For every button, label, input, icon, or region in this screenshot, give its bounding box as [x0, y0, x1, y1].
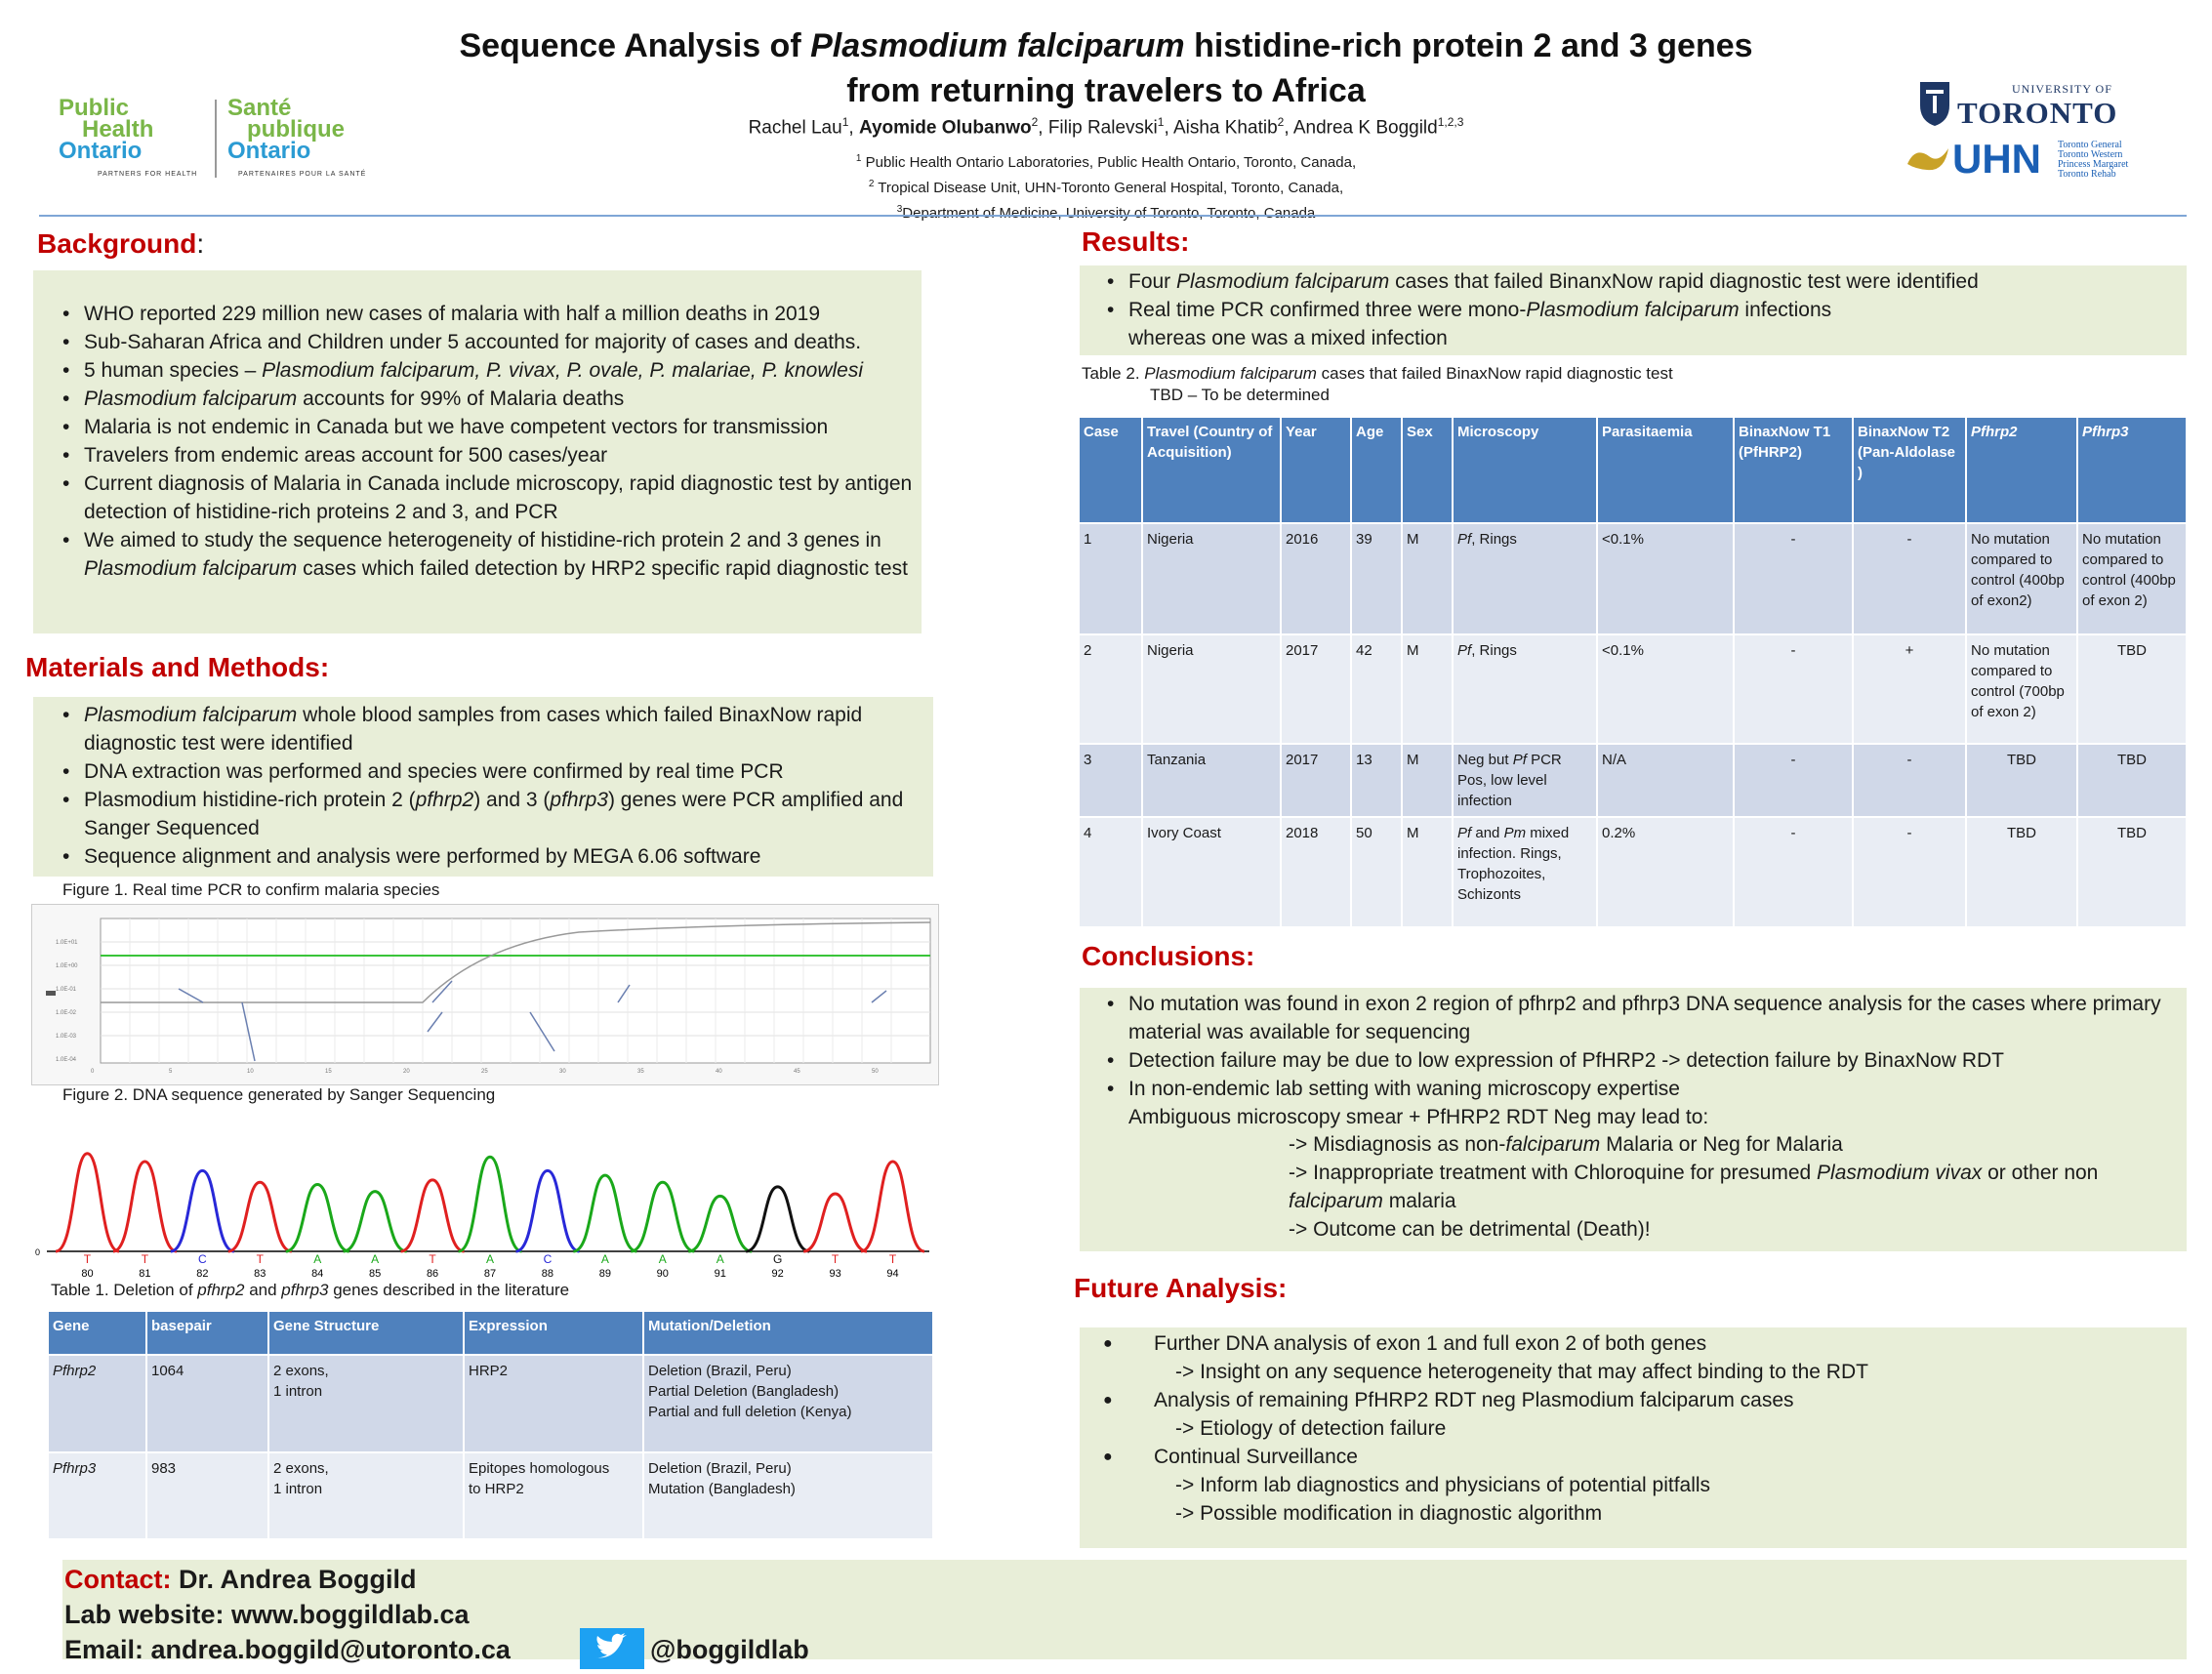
- table1-cell: Epitopes homologous to HRP2: [464, 1452, 643, 1538]
- table-row: [1080, 744, 2187, 817]
- conclusions-bullet: • No mutation was found in exon 2 region of pfhrp2 and pfhrp3 DNA sequence analysis for the cases where primary material was available for sequencing: [1128, 990, 2202, 1046]
- table-row: [1080, 634, 2187, 744]
- base-position-label: 86: [426, 1268, 439, 1280]
- uoft-logo: UNIVERSITY OF TORONTO: [1918, 80, 2152, 135]
- base-position-label: 88: [541, 1268, 554, 1280]
- base-position-label: 85: [369, 1268, 382, 1280]
- methods-bullet: • DNA extraction was performed and species were confirmed by real time PCR: [84, 757, 953, 786]
- table2-cell: 1: [1080, 523, 1142, 634]
- background-title: Background:: [37, 228, 205, 259]
- background-bullet: • Plasmodium falciparum accounts for 99% of Malaria deaths: [84, 385, 943, 413]
- table2-header: Pfhrp3: [2077, 418, 2187, 523]
- results-bullet: • Four Plasmodium falciparum cases that failed BinanxNow rapid diagnostic test were identified: [1128, 267, 2202, 296]
- chromatogram-peak: [286, 1185, 349, 1251]
- background-bullet: • 5 human species – Plasmodium falciparum, P. vivax, P. ovale, P. malariae, P. knowlesi: [84, 356, 943, 385]
- results-bullet: • Real time PCR confirmed three were mono-Plasmodium falciparum infections whereas one was a mixed infection: [1128, 296, 2202, 352]
- table2-cell: 2017: [1281, 744, 1351, 817]
- svg-text:15: 15: [325, 1069, 332, 1075]
- results-panel: [1080, 265, 2187, 355]
- table1-cell: Deletion (Brazil, Peru) Partial Deletion (Bangladesh) Partial and full deletion (Kenya): [643, 1355, 933, 1452]
- base-call-label: G: [772, 1252, 783, 1266]
- table2-cell: TBD: [2077, 744, 2187, 817]
- table2-cell: M: [1402, 634, 1453, 744]
- conclusion-sub-point: -> Inappropriate treatment with Chloroquine for presumed Plasmodium vivax or other non falciparum malaria: [1289, 1162, 2099, 1212]
- future-analysis-item: ● Analysis of remaining PfHRP2 RDT neg Plasmodium falciparum cases: [1103, 1389, 1794, 1411]
- base-call-label: T: [888, 1252, 897, 1266]
- svg-text:1.0E+01: 1.0E+01: [56, 940, 78, 946]
- affiliation-line: $^1$ Public Health Ontario Laboratories, Public Health Ontario, Toronto, Canada,: [855, 153, 1357, 171]
- table2-cell: 13: [1351, 744, 1402, 817]
- uhn-logo: UHN Toronto General Toronto Western Princess Margaret Toronto Rehab: [1905, 137, 2159, 185]
- figure2-caption: Figure 2. DNA sequence generated by Sanger Sequencing: [62, 1085, 496, 1104]
- affiliation-line: $^3$Department of Medicine, University of Toronto, Toronto, Canada: [896, 204, 1316, 222]
- table1-cell: HRP2: [464, 1355, 643, 1452]
- table2-header: Sex: [1402, 418, 1453, 523]
- base-call-label: C: [543, 1252, 553, 1266]
- author-name: Rachel Lau: [748, 117, 842, 139]
- table1-header: Mutation/Deletion: [643, 1312, 933, 1355]
- table1-cell: 1064: [146, 1355, 268, 1452]
- email-line: Email: andrea.boggild@utoronto.ca: [64, 1635, 511, 1664]
- methods-bullet: • Plasmodium falciparum whole blood samples from cases which failed BinaxNow rapid diagnostic test were identified: [84, 701, 953, 757]
- twitter-icon: [580, 1628, 644, 1669]
- base-call-label: A: [485, 1252, 495, 1266]
- table-row: [49, 1355, 933, 1452]
- table2-cell: -: [1734, 817, 1853, 926]
- table2-cell: Pf and Pm mixed infection. Rings, Trophozoites, Schizonts: [1453, 817, 1597, 926]
- table1-header: Expression: [464, 1312, 643, 1355]
- uhn-swoosh-icon: [1905, 143, 1950, 178]
- table2-cell: TBD: [2077, 817, 2187, 926]
- conclusions-panel: [1080, 988, 2187, 1251]
- table2-cell: 2017: [1281, 634, 1351, 744]
- table2-header: BinaxNow T2 (Pan-Aldolase ): [1853, 418, 1966, 523]
- table2-cell: Ivory Coast: [1142, 817, 1281, 926]
- table2-cell: Pf, Rings: [1453, 523, 1597, 634]
- uoft-crest-icon: [1918, 80, 1951, 127]
- chromatogram-peak: [171, 1170, 234, 1251]
- base-call-label: A: [371, 1252, 380, 1266]
- chromatogram-peak: [688, 1196, 752, 1251]
- table2-cell: 2: [1080, 634, 1142, 744]
- table2-cell: No mutation compared to control (400bp of exon2): [1966, 523, 2077, 634]
- table2-cell: No mutation compared to control (700bp of exon 2): [1966, 634, 2077, 744]
- base-position-label: 81: [139, 1268, 151, 1280]
- svg-text:1.0E-04: 1.0E-04: [56, 1057, 77, 1063]
- base-position-label: 91: [714, 1268, 726, 1280]
- figure1-pcr-plot: [31, 904, 939, 1085]
- chromatogram-peak: [803, 1194, 867, 1251]
- table-row: [1080, 523, 2187, 634]
- future-panel: [1080, 1327, 2187, 1548]
- future-analysis-item: ● Further DNA analysis of exon 1 and full exon 2 of both genes: [1103, 1332, 1707, 1355]
- table2-cell: TBD: [1966, 817, 2077, 926]
- svg-text:0: 0: [91, 1069, 95, 1075]
- table2-cell: M: [1402, 744, 1453, 817]
- uhn-site-name: Toronto Rehab: [2058, 169, 2116, 180]
- future-analysis-subitem: -> Possible modification in diagnostic algorithm: [1175, 1502, 1603, 1525]
- table2-cell: 0.2%: [1597, 817, 1734, 926]
- table2-cell: <0.1%: [1597, 634, 1734, 744]
- background-bullet: • WHO reported 229 million new cases of malaria with half a million deaths in 2019: [84, 300, 943, 328]
- base-position-label: 84: [311, 1268, 324, 1280]
- twitter-handle[interactable]: @boggildlab: [650, 1635, 809, 1664]
- table2-cell: 2018: [1281, 817, 1351, 926]
- author-name: Andrea K Boggild: [1292, 117, 1438, 139]
- table2-cell: TBD: [1966, 744, 2077, 817]
- uhn-site-name: Toronto Western: [2058, 149, 2123, 160]
- table1-caption: Table 1. Deletion of pfhrp2 and pfhrp3 genes described in the literature: [51, 1281, 570, 1299]
- table2-cell: 2016: [1281, 523, 1351, 634]
- svg-text:1.0E-01: 1.0E-01: [56, 987, 77, 993]
- table2-cell: 50: [1351, 817, 1402, 926]
- email-link[interactable]: andrea.boggild@utoronto.ca: [150, 1635, 511, 1664]
- svg-text:10: 10: [247, 1069, 254, 1075]
- table2-cell: -: [1853, 817, 1966, 926]
- table2-header: Pfhrp2: [1966, 418, 2077, 523]
- chromatogram-peak: [573, 1175, 636, 1251]
- base-call-label: T: [429, 1252, 436, 1266]
- poster-title: Sequence Analysis of Plasmodium falciparum histidine-rich protein 2 and 3 genes from returning travelers to Africa: [459, 27, 1753, 109]
- table1-cell: 983: [146, 1452, 268, 1538]
- svg-text:0: 0: [35, 1247, 41, 1257]
- svg-text:40: 40: [716, 1069, 722, 1075]
- svg-text:1.0E-02: 1.0E-02: [56, 1010, 77, 1016]
- table1-cell: Deletion (Brazil, Peru) Mutation (Bangladesh): [643, 1452, 933, 1538]
- svg-text:1.0E-03: 1.0E-03: [56, 1034, 77, 1040]
- table2-cell: -: [1853, 744, 1966, 817]
- author-name: Filip Ralevski: [1047, 117, 1158, 139]
- chromatogram-peak: [401, 1180, 465, 1251]
- table2-cell: -: [1734, 634, 1853, 744]
- base-position-label: 83: [254, 1268, 266, 1280]
- table2-header: Age: [1351, 418, 1402, 523]
- chromatogram-peak: [631, 1182, 694, 1251]
- background-bullet: • Travelers from endemic areas account for 500 cases/year: [84, 441, 943, 470]
- chromatogram-peak: [459, 1157, 522, 1251]
- table2-header: Microscopy: [1453, 418, 1597, 523]
- base-call-label: T: [83, 1252, 92, 1266]
- table1-cell: 2 exons, 1 intron: [268, 1355, 464, 1452]
- table-row: [49, 1452, 933, 1538]
- base-position-label: 93: [829, 1268, 841, 1280]
- table2-cell: -: [1853, 523, 1966, 634]
- contact-line: Contact: Dr. Andrea Boggild: [64, 1565, 417, 1594]
- future-title: Future Analysis:: [1074, 1273, 1288, 1303]
- svg-text:5: 5: [169, 1069, 173, 1075]
- future-analysis-subitem: -> Insight on any sequence heterogeneity that may affect binding to the RDT: [1175, 1361, 1868, 1383]
- future-analysis-subitem: -> Etiology of detection failure: [1175, 1417, 1447, 1440]
- conclusion-sub-point: -> Misdiagnosis as non-falciparum Malaria or Neg for Malaria: [1289, 1133, 1843, 1156]
- conclusion-sub-point: -> Outcome can be detrimental (Death)!: [1289, 1218, 1651, 1241]
- base-call-label: C: [197, 1252, 207, 1266]
- table2-cell: Neg but Pf PCR Pos, low level infection: [1453, 744, 1597, 817]
- svg-text:35: 35: [637, 1069, 644, 1075]
- table2-header: BinaxNow T1 (PfHRP2): [1734, 418, 1853, 523]
- table2-cell: -: [1734, 744, 1853, 817]
- base-position-label: 90: [656, 1268, 669, 1280]
- svg-text:45: 45: [794, 1069, 800, 1075]
- svg-text:25: 25: [481, 1069, 488, 1075]
- table2-cell: N/A: [1597, 744, 1734, 817]
- chromatogram-peak: [516, 1170, 580, 1251]
- table2-cell: 3: [1080, 744, 1142, 817]
- conclusions-title: Conclusions:: [1082, 941, 1255, 971]
- uhn-site-name: Princess Margaret: [2058, 159, 2129, 170]
- chromatogram-peak: [861, 1162, 924, 1251]
- table1-deletions: [49, 1312, 934, 1538]
- table2-cell: M: [1402, 523, 1453, 634]
- figure2-chromatogram: [31, 1109, 937, 1281]
- base-call-label: A: [313, 1252, 322, 1266]
- table2-cell: Nigeria: [1142, 523, 1281, 634]
- affiliation-line: $^2$ Tropical Disease Unit, UHN-Toronto General Hospital, Toronto, Canada,: [868, 179, 1344, 196]
- table2-cell: +: [1853, 634, 1966, 744]
- table2-cell: 4: [1080, 817, 1142, 926]
- base-call-label: T: [256, 1252, 264, 1266]
- svg-text:30: 30: [559, 1069, 566, 1075]
- base-call-label: T: [141, 1252, 149, 1266]
- future-analysis-item: ● Continual Surveillance: [1103, 1446, 1358, 1468]
- table1-cell: Pfhrp2: [49, 1355, 146, 1452]
- table2-cell: TBD: [2077, 634, 2187, 744]
- table2-cell: M: [1402, 817, 1453, 926]
- table2-caption: Table 2. Plasmodium falciparum cases that failed BinaxNow rapid diagnostic test TBD – To be determined: [1082, 364, 1673, 404]
- svg-text:1.0E+00: 1.0E+00: [56, 963, 78, 969]
- base-call-label: A: [658, 1252, 667, 1266]
- table2-cell: Pf, Rings: [1453, 634, 1597, 744]
- author-name: Aisha Khatib: [1172, 117, 1278, 139]
- table1-header: Gene Structure: [268, 1312, 464, 1355]
- figure1-caption: Figure 1. Real time PCR to confirm malaria species: [62, 880, 440, 899]
- table1-cell: Pfhrp3: [49, 1452, 146, 1538]
- methods-panel: [33, 697, 933, 877]
- table2-cell: <0.1%: [1597, 523, 1734, 634]
- table2-cell: Tanzania: [1142, 744, 1281, 817]
- table2-header: Year: [1281, 418, 1351, 523]
- base-position-label: 80: [81, 1268, 94, 1280]
- background-bullet: • Sub-Saharan Africa and Children under 5 accounted for majority of cases and deaths.: [84, 328, 943, 356]
- table1-header: basepair: [146, 1312, 268, 1355]
- uhn-site-name: Toronto General: [2058, 140, 2122, 150]
- table1-cell: 2 exons, 1 intron: [268, 1452, 464, 1538]
- contact-panel: [62, 1560, 2187, 1664]
- author-name: Ayomide Olubanwo: [858, 117, 1032, 139]
- base-position-label: 82: [196, 1268, 209, 1280]
- base-call-label: A: [600, 1252, 609, 1266]
- header-divider: [39, 215, 2187, 217]
- lab-website-link[interactable]: www.boggildlab.ca: [231, 1600, 470, 1629]
- methods-title: Materials and Methods:: [25, 652, 330, 682]
- chromatogram-peak: [228, 1182, 292, 1251]
- table2-cases: [1080, 418, 2188, 926]
- table2-cell: Nigeria: [1142, 634, 1281, 744]
- base-call-label: A: [716, 1252, 724, 1266]
- chromatogram-peak: [344, 1192, 407, 1251]
- base-position-label: 94: [886, 1268, 899, 1280]
- conclusions-bullet: • Detection failure may be due to low expression of PfHRP2 -> detection failure by BinaxNow RDT: [1128, 1046, 2202, 1075]
- table-row: [1080, 817, 2187, 926]
- background-bullet: • We aimed to study the sequence heterogeneity of histidine-rich protein 2 and 3 genes in Plasmodium falciparum cases which failed detection by HRP2 specific rapid diagnostic test: [84, 526, 943, 583]
- base-position-label: 92: [771, 1268, 784, 1280]
- table2-header: Parasitaemia: [1597, 418, 1734, 523]
- table1-header: Gene: [49, 1312, 146, 1355]
- future-analysis-subitem: -> Inform lab diagnostics and physicians of potential pitfalls: [1175, 1474, 1711, 1496]
- conclusions-bullet: • In non-endemic lab setting with waning microscopy expertise Ambiguous microscopy smear + PfHRP2 RDT Neg may lead to:: [1128, 1075, 2202, 1131]
- chromatogram-peak: [746, 1187, 809, 1251]
- base-position-label: 87: [483, 1268, 497, 1280]
- background-bullet: • Current diagnosis of Malaria in Canada include microscopy, rapid diagnostic test by antigen detection of histidine-rich proteins 2 and 3, and PCR: [84, 470, 943, 526]
- lab-website-line: Lab website: www.boggildlab.ca: [64, 1600, 470, 1629]
- svg-text:20: 20: [403, 1069, 410, 1075]
- table2-cell: No mutation compared to control (400bp of exon 2): [2077, 523, 2187, 634]
- base-call-label: T: [831, 1252, 840, 1266]
- table2-cell: 42: [1351, 634, 1402, 744]
- results-title: Results:: [1082, 226, 1190, 257]
- base-position-label: 89: [598, 1268, 611, 1280]
- pho-logo: Public Health Ontario PARTNERS FOR HEALTH Santé publique Ontario PARTENAIRES POUR LA SANTÉ: [59, 95, 367, 178]
- author-list: Rachel Lau$^1$, Ayomide Olubanwo$^2$, Filip Ralevski$^1$, Aisha Khatib$^2$, Andrea K Boggild$^{1,2,3}$: [748, 115, 1464, 139]
- background-bullet: • Malaria is not endemic in Canada but we have competent vectors for transmission: [84, 413, 943, 441]
- svg-text:50: 50: [872, 1069, 879, 1075]
- chromatogram-peak: [113, 1162, 177, 1251]
- table2-header: Travel (Country of Acquisition): [1142, 418, 1281, 523]
- chromatogram-peak: [56, 1154, 119, 1251]
- methods-bullet: • Sequence alignment and analysis were performed by MEGA 6.06 software: [84, 842, 953, 871]
- table2-cell: 39: [1351, 523, 1402, 634]
- background-panel: [33, 270, 922, 633]
- table2-cell: -: [1734, 523, 1853, 634]
- table2-header: Case: [1080, 418, 1142, 523]
- methods-bullet: • Plasmodium histidine-rich protein 2 (pfhrp2) and 3 (pfhrp3) genes were PCR amplified and Sanger Sequenced: [84, 786, 953, 842]
